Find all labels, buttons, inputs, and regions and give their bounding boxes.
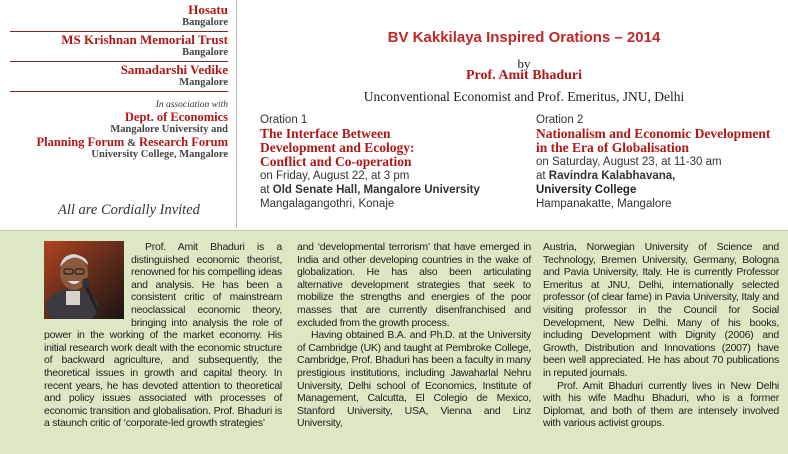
organiser-name: Hosatu bbox=[188, 2, 228, 17]
dept-sub: Mangalore University and bbox=[110, 124, 228, 135]
divider bbox=[236, 0, 237, 228]
title-line: Development and Ecology: bbox=[260, 140, 415, 155]
title-line: Conflict and Co-operation bbox=[260, 154, 412, 169]
speaker-description: Unconventional Economist and Prof. Emeritus, JNU, Delhi bbox=[363, 89, 685, 104]
research-forum: Research Forum bbox=[139, 135, 228, 149]
oration-label: Oration 1 bbox=[260, 114, 308, 126]
speaker-name: Prof. Amit Bhaduri bbox=[465, 68, 583, 83]
organiser-city: Mangalore bbox=[179, 77, 228, 88]
oration-title bbox=[536, 127, 786, 155]
organiser-name: Samadarshi Vedike bbox=[120, 62, 228, 77]
oration-date: on Saturday, August 23, at 11-30 am bbox=[536, 156, 722, 168]
organiser-msk-trust bbox=[10, 32, 228, 62]
invitation-text: All are Cordially Invited bbox=[58, 202, 200, 218]
planning-forum: Planning Forum bbox=[36, 135, 125, 149]
organiser-city: Bangalore bbox=[182, 47, 228, 58]
oration-location: Mangalagangothri, Konaje bbox=[260, 198, 395, 210]
speaker-photo bbox=[44, 241, 124, 319]
event-title: BV Kakkilaya Inspired Orations – 2014 bbox=[387, 29, 661, 46]
title-line: Nationalism and Economic Development bbox=[536, 126, 771, 141]
bio-column-2 bbox=[297, 241, 531, 430]
organiser-city: Bangalore bbox=[182, 17, 228, 28]
dept-economics: Dept. of Economics bbox=[124, 110, 228, 124]
title-line: The Interface Between bbox=[260, 126, 391, 141]
venue-prefix: at bbox=[536, 170, 549, 182]
venue-name: Old Senate Hall, Mangalore University bbox=[272, 184, 480, 196]
oration-title bbox=[260, 127, 520, 169]
bio-column-3 bbox=[543, 241, 779, 430]
oration-location: Hampanakatte, Mangalore bbox=[536, 198, 672, 210]
title-line: in the Era of Globalisation bbox=[536, 140, 690, 155]
bio-column-1 bbox=[44, 241, 282, 430]
bio-paragraph: Austria, Norwegian University of Science and Technology, Bremen University, Germany, Bologna and Pavia University, Italy. He is currently Professor Emeritus at JNU, Delhi, internationally selected professor (of clear fame) in Pavia University, Italy and visiting professor in the Council for Social Development, New Delhi. Many of his books, including Development with Dignity (2006) and Growth, Distribution and Innovations (2007) have been well appreciated. He has about 70 publications in reputed journals. bbox=[543, 241, 779, 379]
bio-paragraph: Having obtained B.A. and Ph.D. at the University of Cambridge (UK) and taught at Pembroke College, Cambridge, Prof. Bhaduri has been a faculty in many prestigious institutions, including Jawaharlal Nehru University, Delhi school of Economics, Institute of Management, Calcutta, El Colegio de Mexico, Stanford University, USA, Vienna and Linz University, bbox=[297, 329, 531, 430]
bio-panel bbox=[0, 230, 788, 454]
oration-label: Oration 2 bbox=[536, 114, 584, 126]
oration-venue bbox=[536, 169, 786, 183]
oration-date: on Friday, August 22, at 3 pm bbox=[260, 170, 410, 182]
bio-paragraph: Prof. Amit Bhaduri currently lives in New Delhi with his wife Madhu Bhaduri, who is a former Diplomat, and both of them are intensely involved with various activist groups. bbox=[543, 379, 779, 430]
organiser-samadarshi bbox=[10, 62, 228, 92]
organiser-hosatu bbox=[10, 2, 228, 32]
oration-venue bbox=[260, 183, 520, 197]
organisers-list bbox=[10, 2, 228, 161]
association-note: In association with bbox=[155, 100, 228, 110]
forum-sub: University College, Mangalore bbox=[91, 149, 228, 160]
bio-paragraph: Prof. Amit Bhaduri is a distinguished economic theorist, renowned for his compelling ideas and analysis. He has been a consistent critic of mainstream neoclassical economic theory, bringing into analysis the role of power in the working of the market economy. His initial research work dealt with the economic structure of backward agriculture, and subsequently, the theoretical issues in growth and capital theory. In recent years, he has devoted attention to theoretical and policy issues associated with processes of economic transition and globalisation. Prof. Bhaduri is a staunch critic of ‘corporate-led growth strategies’ bbox=[44, 241, 282, 430]
oration-venue-2: University College bbox=[536, 184, 637, 196]
venue-prefix: at bbox=[260, 184, 273, 196]
oration-2 bbox=[536, 114, 786, 211]
ampersand: & bbox=[124, 137, 140, 149]
by-text: by bbox=[517, 56, 531, 71]
venue-name: Ravindra Kalabhavana, bbox=[548, 170, 676, 182]
organiser-name: MS Krishnan Memorial Trust bbox=[61, 32, 228, 47]
oration-1 bbox=[260, 114, 520, 211]
forums-line bbox=[10, 136, 228, 149]
bio-paragraph: and ‘developmental terrorism’ that have emerged in India and other developing countries in the wake of globalization. He has also been articulating alternative development strategies that seek to mobilize the strengths and energies of the poor masses that are currently disenfranchised and excluded from the growth process. bbox=[297, 241, 531, 329]
